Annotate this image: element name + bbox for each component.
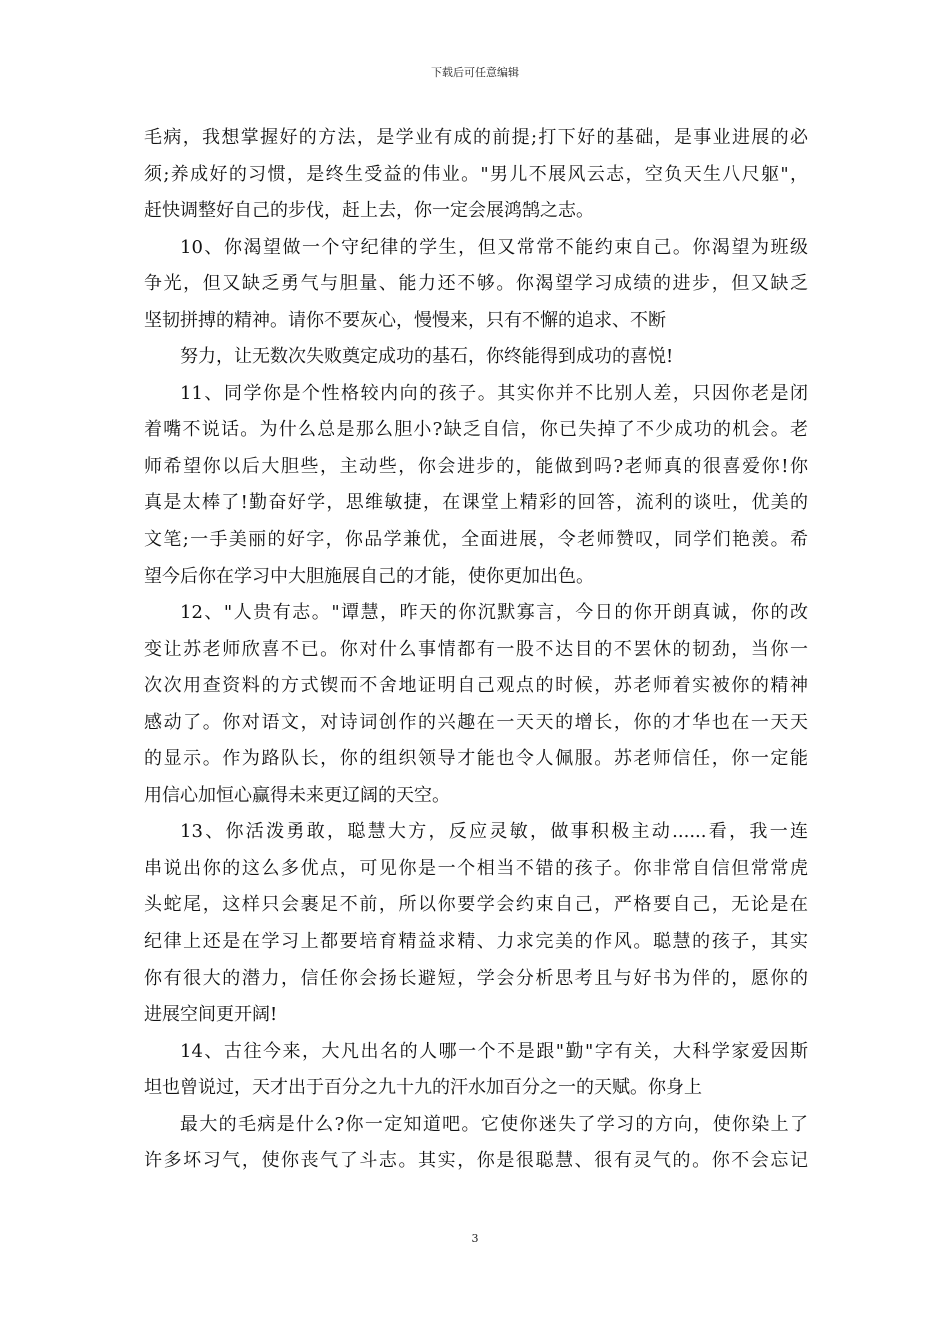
text-line: 毛病，我想掌握好的方法，是学业有成的前提;打下好的基础，是事业进展的必 <box>144 127 808 148</box>
text-line: 进展空间更开阔! <box>144 1004 278 1026</box>
text-line: 用信心加恒心赢得未来更辽阔的天空。 <box>144 784 450 806</box>
page-number: 3 <box>471 1232 479 1245</box>
text-line: 努力，让无数次失败奠定成功的基石，你终能得到成功的喜悦! <box>180 346 674 368</box>
text-line: 纪律上还是在学习上都要培育精益求精、力求完美的作风。聪慧的孩子，其实 <box>144 931 808 953</box>
text-line: 次次用查资料的方式锲而不舍地证明自己观点的时候，苏老师着实被你的精神 <box>144 675 808 697</box>
text-line: 11、同学你是个性格较内向的孩子。其实你并不比别人差，只因你老是闭 <box>180 382 808 404</box>
text-line: 赶快调整好自己的步伐，赶上去，你一定会展鸿鹄之志。 <box>144 200 594 222</box>
text-line: 的显示。作为路队长，你的组织领导才能也令人佩服。苏老师信任，你一定能 <box>144 748 808 770</box>
text-line: 着嘴不说话。为什么总是那么胆小?缺乏自信，你已失掉了不少成功的机会。老 <box>144 419 808 441</box>
text-line: 12、"人贵有志。"谭慧，昨天的你沉默寡言，今日的你开朗真诚，你的改 <box>180 602 808 624</box>
text-line: 变让苏老师欣喜不已。你对什么事情都有一股不达目的不罢休的韧劲，当你一 <box>144 638 808 660</box>
text-line: 师希望你以后大胆些，主动些，你会进步的，能做到吗?老师真的很喜爱你!你 <box>144 455 808 477</box>
text-line: 最大的毛病是什么?你一定知道吧。它使你迷失了学习的方向，使你染上了 <box>180 1113 808 1135</box>
text-line: 争光，但又缺乏勇气与胆量、能力还不够。你渴望学习成绩的进步，但又缺乏 <box>144 273 808 295</box>
page-header: 下载后可任意编辑 <box>431 66 519 79</box>
document-body <box>144 120 808 1180</box>
text-line: 13、你活泼勇敢，聪慧大方，反应灵敏，做事积极主动......看，我一连 <box>180 821 808 843</box>
text-line: 须;养成好的习惯，是终生受益的伟业。"男儿不展风云志，空负天生八尺躯"， <box>144 163 808 185</box>
text-line: 真是太棒了!勤奋好学，思维敏捷，在课堂上精彩的回答，流利的谈吐，优美的 <box>144 492 808 514</box>
text-line: 望今后你在学习中大胆施展自己的才能，使你更加出色。 <box>144 565 594 587</box>
text-line: 许多坏习气，使你丧气了斗志。其实，你是很聪慧、很有灵气的。你不会忘记 <box>144 1150 808 1172</box>
text-line: 你有很大的潜力，信任你会扬长避短，学会分析思考且与好书为伴的，愿你的 <box>144 967 808 989</box>
text-line: 14、古往今来，大凡出名的人哪一个不是跟"勤"字有关，大科学家爱因斯 <box>180 1040 808 1062</box>
text-line: 10、你渴望做一个守纪律的学生，但又常常不能约束自己。你渴望为班级 <box>180 236 808 258</box>
text-line: 坦也曾说过，天才出于百分之九十九的汗水加百分之一的天赋。你身上 <box>144 1077 702 1099</box>
text-line: 串说出你的这么多优点，可见你是一个相当不错的孩子。你非常自信但常常虎 <box>144 857 808 879</box>
text-line: 感动了。你对语文，对诗词创作的兴趣在一天天的增长，你的才华也在一天天 <box>144 711 808 733</box>
text-line: 文笔;一手美丽的好字，你品学兼优，全面进展，令老师赞叹，同学们艳羡。希 <box>144 529 808 551</box>
text-line: 坚韧拼搏的精神。请你不要灰心，慢慢来，只有不懈的追求、不断 <box>144 309 666 331</box>
text-line: 头蛇尾，这样只会裹足不前，所以你要学会约束自己，严格要自己，无论是在 <box>144 894 808 916</box>
